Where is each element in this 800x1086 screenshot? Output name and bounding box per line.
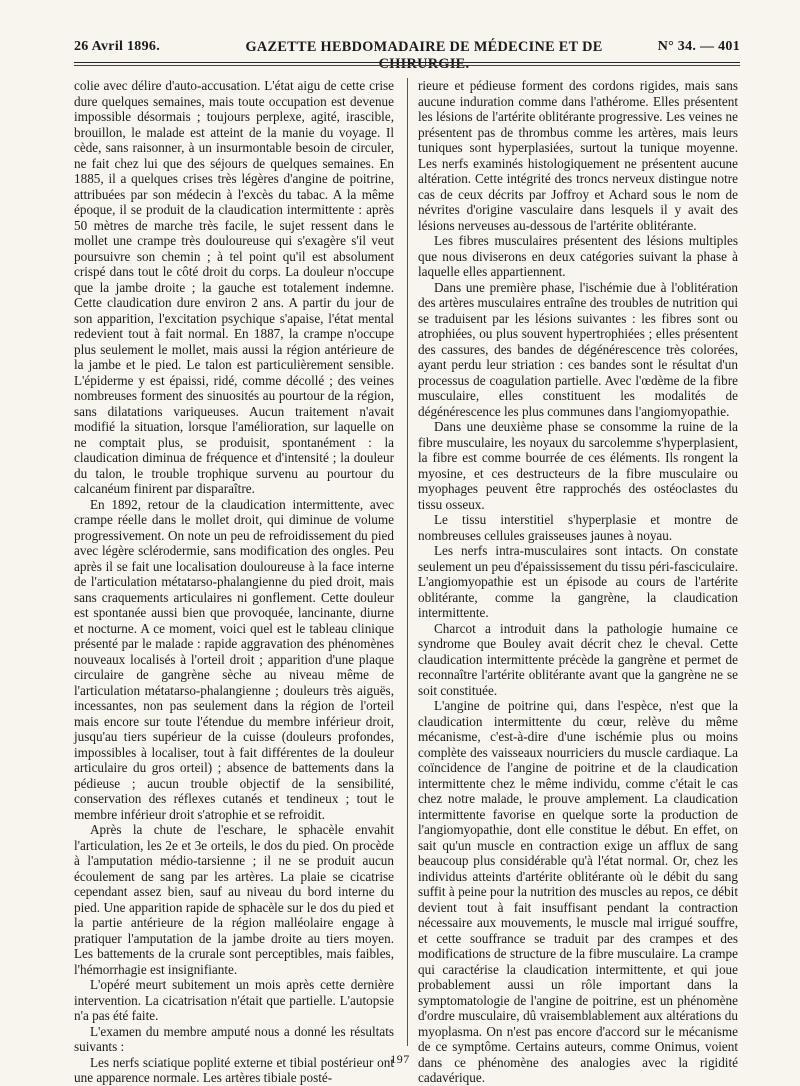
right-column (418, 78, 738, 1085)
paragraph: Après la chute de l'eschare, le sphacèle envahit l'articulation, les 2e et 3e orteils, le dos du pied. On procède à l'amputation médio-tarsienne ; il ne se produit aucun écoulement de sang par les artères. La plaie se cicatrise cependant assez bien, sauf au niveau du bord interne du pied. Une apparition rapide de sphacèle sur le dos du pied et la partie antérieure de la région malléolaire engage à pratiquer l'amputation de la jambe droite au tiers moyen. Les battements de la crurale sont perceptibles, mais faibles, l'hémorrhagie est insignifiante. (74, 822, 394, 977)
paragraph: L'opéré meurt subitement un mois après cette dernière intervention. La cicatrisation n'était que partielle. L'autopsie n'a pas été faite. (74, 977, 394, 1023)
header-date: 26 Avril 1896. (74, 39, 160, 54)
paragraph: Dans une deuxième phase se consomme la ruine de la fibre musculaire, les noyaux du sarcolemme s'hyperplasient, la fibre est comme bourrée de ces éléments. Ils rongent la myosine, et ces destructeurs de la fibre musculaire ou myophages peuvent être rapprochés des ostéoclastes du tissu osseux. (418, 419, 738, 512)
paragraph: rieure et pédieuse forment des cordons rigides, mais sans aucune induration comme dans l'athérome. Elles présentent les lésions de l'artérite oblitérante progressive. Les veines ne présentent pas de thrombus comme les artères, mais leurs tuniques sont hyperplasiées, surtout la tunique moyenne. Les nerfs examinés histologiquement ne présentent aucune altération. Cette intégrité des troncs nerveux distingue notre cas de ceux décrits par Joffroy et Achard sous le nom de névrites d'origine vasculaire dans lesquels il y avait des lésions nerveuses au-dessous de l'artérite oblitérante. (418, 78, 738, 233)
paragraph: L'examen du membre amputé nous a donné les résultats suivants : (74, 1023, 394, 1054)
paragraph: En 1892, retour de la claudication intermittente, avec crampe réelle dans le mollet droit, qui diminue de volume progressivement. On note un peu de refroidissement du pied avec légère sclérodermie, sans modification des ongles. Peu après il se fait une localisation douloureuse à la face interne de l'articulation métatarso-phalangienne du pied droit, mais sans craquements articulaires ni gonflement. Cette douleur est spontanée aussi bien que provoquée, lancinante, diurne et nocturne. A ce moment, voici quel est le tableau clinique présenté par le malade : rapide aggravation des phénomènes nouveaux localisés à l'orteil droit ; apparition d'une plaque circulaire de gangrène sèche au niveau même de l'articulation métatarso-phalangienne ; douleurs très aiguës, incessantes, non pas seulement dans la région de l'orteil mais encore sur toute l'étendue du membre inférieur droit, jusqu'au tiers supérieur de la cuisse (douleurs profondes, impossibles à localiser, tout à fait différentes de la douleur articulaire du gros orteil) ; absence de battements dans la pédieuse ; aucun trouble objectif de la sensibilité, conservation des réflexes cutanés et tendineux ; tout le membre inférieur droit s'atrophie et se refroidit. (74, 496, 394, 822)
left-column (74, 78, 394, 1085)
header-rule (74, 62, 740, 63)
paragraph: Charcot a introduit dans la pathologie humaine ce syndrome que Bouley avait décrit chez le cheval. Cette claudication intermittente précède la gangrène et permet de reconnaître l'artérite oblitérante avant que la gangrène ne se soit constituée. (418, 620, 738, 698)
paragraph: L'angine de poitrine qui, dans l'espèce, n'est que la claudication intermittente du cœur, relève du même mécanisme, c'est-à-dire d'une ischémie plus ou moins complète des vaisseaux nourriciers du muscle cardiaque. La coïncidence de l'angine de poitrine et de la claudication intermittente chez le même individu, comme c'était le cas chez notre malade, le prouve amplement. La claudication intermittente favorise en quelque sorte la production de l'angiomyopathie, dont elle constitue le début. En effet, on sait qu'un muscle en contraction exige un afflux de sang beaucoup plus considérable qu'à l'état normal. Or, chez les individus atteints d'artérite oblitérante où le débit du sang suffit à peine pour la nutrition des muscles au repos, ce débit devient tout à fait insuffisant pendant la contraction nécessaire aux mouvements, le muscle mal irrigué souffre, et cette souffrance se traduit par des crampes et des modifications de structure de la fibre musculaire. La crampe qui caractérise la claudication intermittente, et qui joue probablement aussi un rôle important dans la symptomatologie de l'angine de poitrine, est un phénomène d'ordre musculaire, dû vraisemblablement aux altérations du myoplasma. On n'est pas encore d'accord sur le mécanisme de ce symptôme. Certains auteurs, comme Onimus, voient dans ce phénomène des analogies avec la rigidité cadavérique. (418, 698, 738, 1085)
column-divider (407, 78, 408, 1046)
paragraph: Le tissu interstitiel s'hyperplasie et montre de nombreuses cellules graisseuses jaunes à noyau. (418, 512, 738, 543)
header-issue-page: N° 34. — 401 (657, 39, 740, 54)
header-rule-thin (74, 65, 740, 66)
running-header (74, 36, 740, 72)
page-number: 197 (390, 1052, 410, 1066)
paragraph: Les nerfs sciatique poplité externe et tibial postérieur ont une apparence normale. Les artères tibiale posté- (74, 1054, 394, 1085)
paragraph: Dans une première phase, l'ischémie due à l'oblitération des artères musculaires entraîne des troubles de nutrition qui se traduisent par les lésions suivantes : les fibres sont ou atrophiées, ou plus souvent hypertrophiées ; elles présentent des cassures, des bandes de dégénérescence très colorées, ayant perdu leur striation : ces bandes sont le résultat d'un processus de coagulation partielle. Avec l'œdème de la fibre musculaire, elles constituent les modalités de dégénérescence les plus communes dans l'angiomyopathie. (418, 279, 738, 419)
paragraph: Les fibres musculaires présentent des lésions multiples que nous diviserons en deux catégories suivant la phase à laquelle elles appartiennent. (418, 233, 738, 279)
header-journal-title: GAZETTE HEBDOMADAIRE DE MÉDECINE ET DE CHIRURGIE. (245, 39, 603, 72)
paragraph: Les nerfs intra-musculaires sont intacts. On constate seulement un peu d'épaississement du tissu péri-fasciculaire. L'angiomyopathie est un épisode au cours de l'artérite oblitérante, comme la gangrène, la claudication intermittente. (418, 543, 738, 620)
paragraph: colie avec délire d'auto-accusation. L'état aigu de cette crise dure quelques semaines, mais toute occupation est devenue impossible désormais ; toujours perplexe, agité, irascible, brouillon, le malade est atteint de la manie du voyage. Il cède, sans raisonner, à un insurmontable besoin de circuler, ne fait chez lui que des séjours de quelques semaines. En 1885, il a quelques crises très légères d'angine de poitrine, attribuées par son médecin à l'excès du tabac. A la même époque, il se produit de la claudication intermittente : après 50 mètres de marche très facile, le sujet ressent dans le mollet une crampe très douloureuse qui s'exagère s'il veut poursuivre son chemin ; à tel point qu'il est absolument crispé dans tout le côté droit du corps. La douleur n'occupe que la jambe droite ; la gauche est totalement indemne. Cette claudication dure environ 2 ans. A partir du jour de son apparition, l'excitation psychique s'apaise, l'état mental redevient tout à fait normal. En 1887, la crampe n'occupe plus seulement le mollet, mais aussi la région antérieure de la jambe et le pied. Le talon est particulièrement sensible. L'épiderme y est épaissi, ridé, comme décollé ; des veines nombreuses forment des sinuosités au pourtour de la région, sans dilatations variqueuses. Aucun traitement n'avait modifié la situation, lorsque l'amélioration, sur laquelle on ne comptait plus, se produisit, spontanément : la claudication diminua de fréquence et d'intensité ; la douleur du talon, le trouble trophique survenu au pourtour du calcanéum finirent par disparaître. (74, 78, 394, 496)
